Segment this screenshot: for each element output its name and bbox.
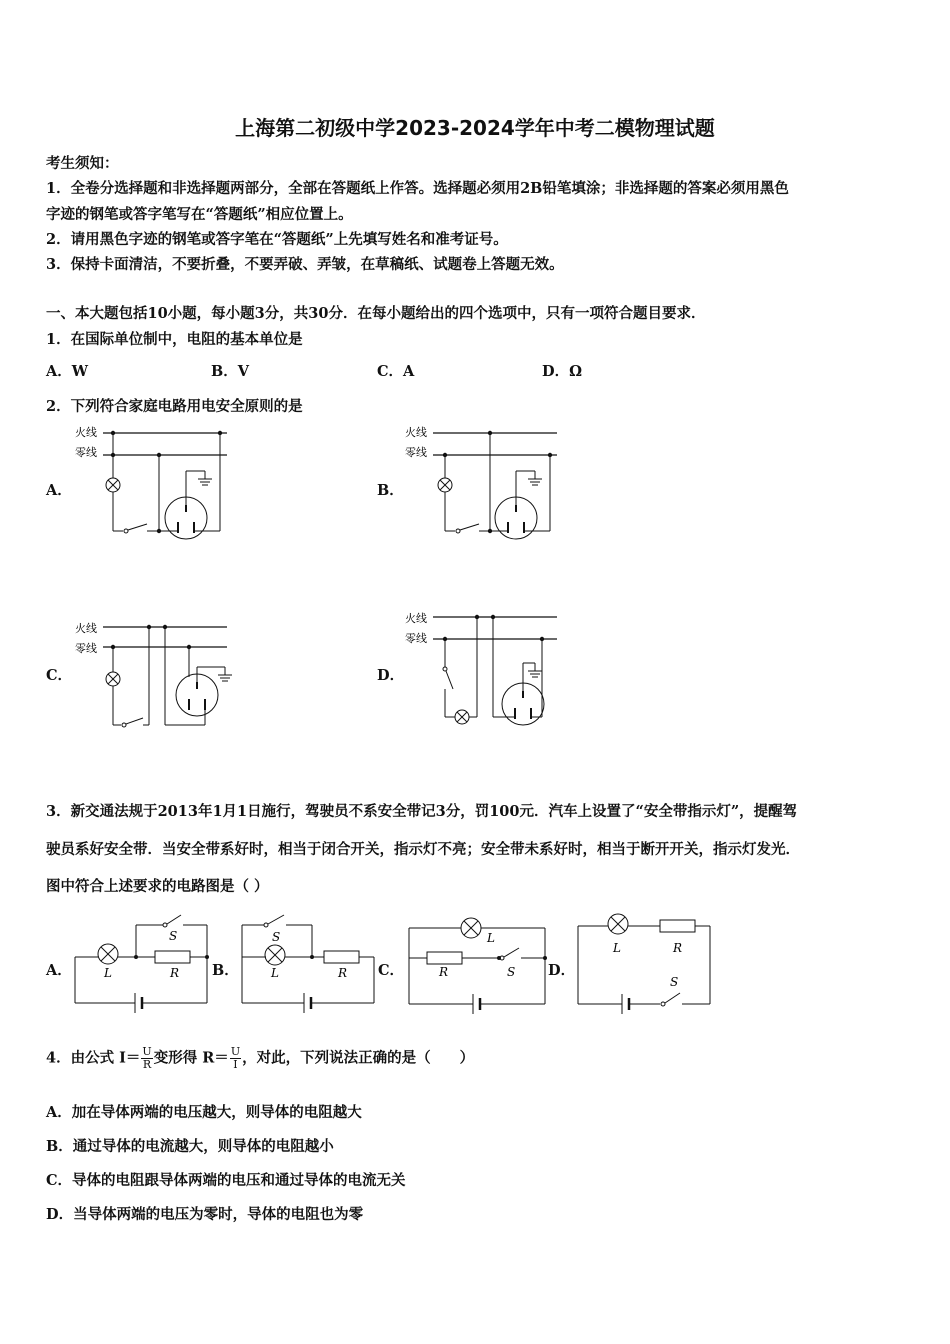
q2d-fire-text: 火线 xyxy=(405,612,427,625)
q1-option-a[interactable]: A．W xyxy=(46,363,89,380)
q2-stem: 2．下列符合家庭电路用电安全原则的是 xyxy=(46,398,303,415)
section-instruction: 一、本大题包括10小题，每小题3分，共30分．在每小题给出的四个选项中，只有一项符合题目要求． xyxy=(46,305,706,322)
q4-stem xyxy=(46,1046,474,1071)
q2-circuit-d[interactable] xyxy=(405,607,565,732)
resistor-icon xyxy=(660,920,695,932)
switch-icon xyxy=(126,718,143,724)
q3c-R-text: R xyxy=(439,965,449,979)
q3b-R-text: R xyxy=(338,966,348,980)
q2-circuit-b[interactable] xyxy=(405,423,565,548)
q3b-S-text: S xyxy=(272,930,281,944)
frac1-numerator: U xyxy=(142,1045,152,1058)
q2b-fire-text: 火线 xyxy=(405,426,427,439)
q3d-S-text: S xyxy=(670,975,679,989)
q2-label-c[interactable]: C． xyxy=(46,667,73,684)
q3-label-c[interactable]: C． xyxy=(378,962,405,979)
q2-circuit-c[interactable] xyxy=(75,617,240,737)
q3-line-3: 图中符合上述要求的电路图是（ ） xyxy=(46,878,269,895)
q2b-neutral-text: 零线 xyxy=(405,446,427,459)
notice-line-2: 字迹的钢笔或答字笔写在“答题纸”相应位置上。 xyxy=(46,206,353,223)
q2-label-d[interactable]: D． xyxy=(377,667,405,684)
q4-mid: 变形得 R＝ xyxy=(153,1049,229,1067)
notice-heading: 考生须知： xyxy=(46,155,119,172)
q3b-L-text: L xyxy=(271,966,279,980)
frac1-denominator: R xyxy=(142,1058,152,1071)
q3a-L-text: L xyxy=(104,966,112,980)
q1-option-b[interactable]: B．V xyxy=(211,363,250,380)
q2c-fire-text: 火线 xyxy=(75,622,97,635)
q3-circuit-a[interactable] xyxy=(75,905,210,1010)
q4-option-c[interactable]: C．导体的电阻跟导体两端的电压和通过导体的电流无关 xyxy=(46,1172,406,1189)
notice-line-1: 1．全卷分选择题和非选择题两部分，全部在答题纸上作答。选择题必须用2B铅笔填涂；非选择题的答案必须用黑色 xyxy=(46,180,789,197)
q3-circuit-b[interactable] xyxy=(242,905,377,1010)
q3-label-a[interactable]: A． xyxy=(46,962,72,979)
q1-option-c[interactable]: C．A xyxy=(377,363,415,380)
q4-option-a[interactable]: A．加在导体两端的电压越大，则导体的电阻越大 xyxy=(46,1104,362,1121)
q2a-fire-text: 火线 xyxy=(75,426,97,439)
q3c-S-text: S xyxy=(507,965,516,979)
q1-option-d[interactable]: D．Ω xyxy=(542,363,582,380)
fraction-u-over-r xyxy=(141,1046,152,1071)
q3a-R-text: R xyxy=(170,966,180,980)
switch-icon xyxy=(167,915,181,924)
switch-icon xyxy=(268,915,284,924)
q4-option-b[interactable]: B．通过导体的电流越大，则导体的电阻越小 xyxy=(46,1138,334,1155)
q3-circuit-c[interactable] xyxy=(409,912,549,1020)
q3-line-2: 驶员系好安全带．当安全带系好时，相当于闭合开关，指示灯不亮；安全带未系好时，相当于断开开关，指示灯发光． xyxy=(46,841,800,858)
q3a-S-text: S xyxy=(169,929,178,943)
q3-label-b[interactable]: B． xyxy=(212,962,239,979)
resistor-icon xyxy=(427,952,462,964)
frac2-numerator: U xyxy=(230,1045,241,1058)
notice-line-4: 3．保持卡面清洁，不要折叠，不要弄破、弄皱，在草稿纸、试题卷上答题无效。 xyxy=(46,256,564,273)
fraction-u-over-i xyxy=(230,1046,241,1071)
switch-icon xyxy=(665,993,680,1003)
q3c-L-text: L xyxy=(487,931,495,945)
switch-icon xyxy=(128,524,147,530)
q4-prefix: 4．由公式 I＝ xyxy=(46,1049,141,1067)
resistor-icon xyxy=(155,951,190,963)
q3d-L-text: L xyxy=(613,941,621,955)
switch-icon xyxy=(460,524,479,530)
notice-line-3: 2．请用黑色字迹的钢笔或答字笔在“答题纸”上先填写姓名和准考证号。 xyxy=(46,231,508,248)
switch-icon xyxy=(446,671,453,689)
q4-suffix: ，对此，下列说法正确的是（ ） xyxy=(242,1049,475,1067)
q3-circuit-d[interactable] xyxy=(578,912,713,1020)
q3-label-d[interactable]: D． xyxy=(548,962,576,979)
q3d-R-text: R xyxy=(673,941,683,955)
q1-stem: 1．在国际单位制中，电阻的基本单位是 xyxy=(46,331,303,348)
frac2-denominator: I xyxy=(233,1058,238,1071)
q2-label-b[interactable]: B． xyxy=(377,482,404,499)
resistor-icon xyxy=(324,951,359,963)
q2c-neutral-text: 零线 xyxy=(75,642,97,655)
q2-label-a[interactable]: A． xyxy=(46,482,72,499)
switch-icon xyxy=(504,948,519,957)
q4-option-d[interactable]: D．当导体两端的电压为零时，导体的电阻也为零 xyxy=(46,1206,364,1223)
exam-title: 上海第二初级中学2023-2024学年中考二模物理试题 xyxy=(235,116,715,140)
q2d-neutral-text: 零线 xyxy=(405,632,427,645)
q3-line-1: 3．新交通法规于2013年1月1日施行，驾驶员不系安全带记3分，罚100元．汽车上设置了“安全带指示灯”，提醒驾 xyxy=(46,803,798,820)
q2a-neutral-text: 零线 xyxy=(75,446,97,459)
q2-circuit-a[interactable] xyxy=(75,423,235,548)
